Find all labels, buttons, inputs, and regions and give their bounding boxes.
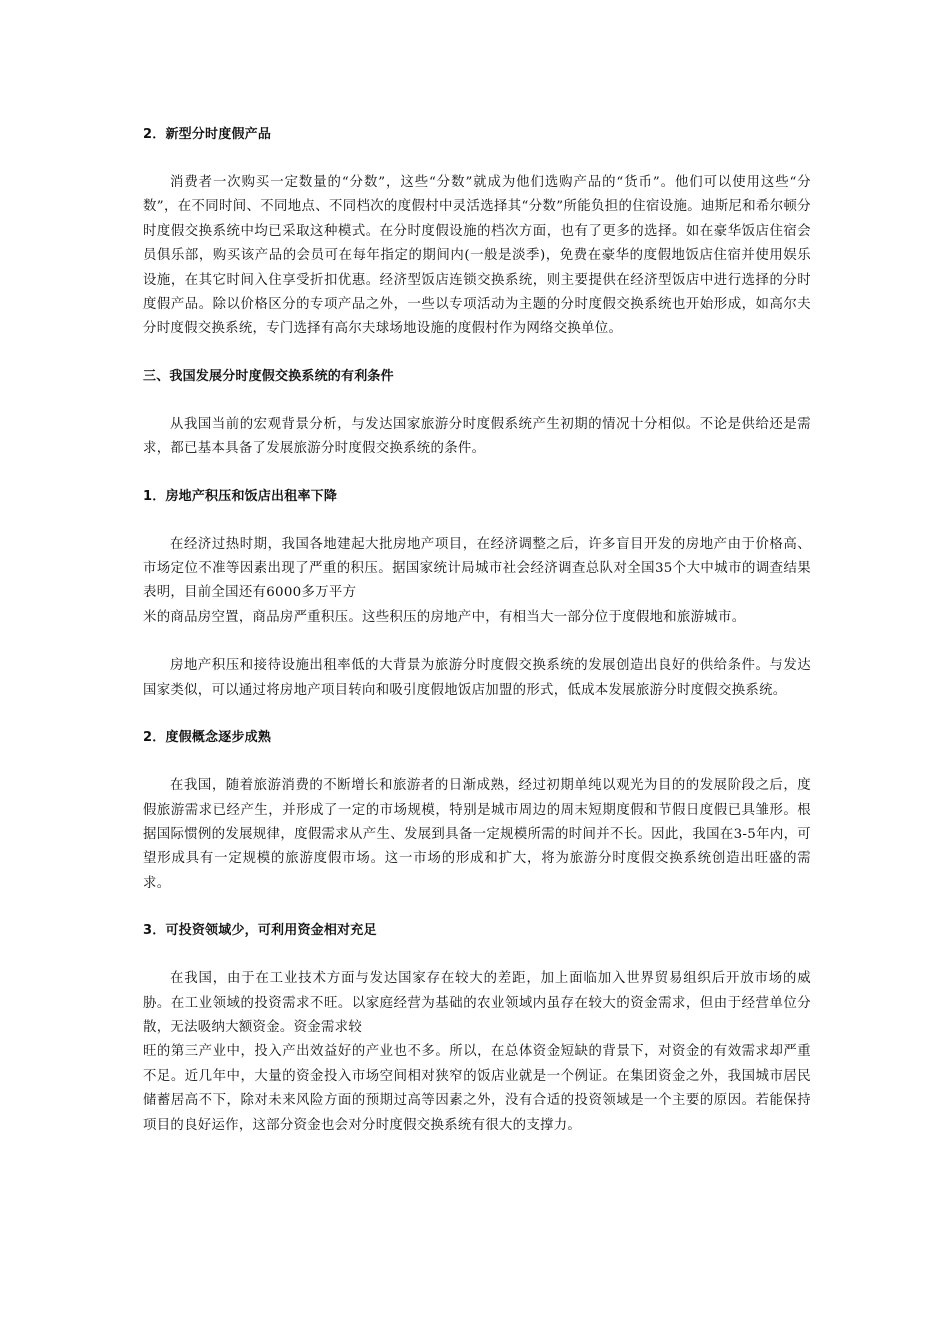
paragraph-supply-conditions: 房地产积压和接待设施出租率低的大背景为旅游分时度假交换系统的发展创造出良好的供给条件。与发达国家类似，可以通过将房地产项目转向和吸引度假地饭店加盟的形式，低成本发展旅游分时度假交换系统。 (143, 658, 811, 698)
paragraph-macro-background: 从我国当前的宏观背景分析，与发达国家旅游分时度假系统产生初期的情况十分相似。不论是供给还是需求，都已基本具备了发展旅游分时度假交换系统的条件。 (143, 416, 811, 457)
paragraph-real-estate-overheating: 在经济过热时期，我国各地建起大批房地产项目，在经济调整之后，许多盲目开发的房地产由于价格高、市场定位不准等因素出现了严重的积压。据国家统计局城市社会经济调查总队对全国35个大中城市的调查结果表明，目前全国还有6000多万平方 (143, 536, 811, 601)
section-heading-investment-funds: 3．可投资领域少，可利用资金相对充足 (143, 923, 377, 939)
section-heading-real-estate-backlog: 1．房地产积压和饭店出租率下降 (143, 488, 338, 504)
paragraph-tertiary-industry-funds: 旺的第三产业中，投入产出效益好的产业也不多。所以，在总体资金短缺的背景下，对资金的有效需求却严重不足。近几年中，大量的资金投入市场空间相对狭窄的饭店业就是一个例证。在集团资金之外，我国城市居民储蓄居高不下，除对未来风险方面的预期过高等因素之外，没有合适的投资领域是一个主要的原因。若能保持项目的良好运作，这部分资金也会对分时度假交换系统有很大的支撑力。 (143, 1044, 811, 1133)
document-body (143, 124, 811, 1138)
section-heading-favorable-conditions: 三、我国发展分时度假交换系统的有利条件 (143, 368, 394, 384)
section-heading-vacation-concept: 2．度假概念逐步成熟 (143, 730, 272, 746)
paragraph-vacation-demand: 在我国，随着旅游消费的不断增长和旅游者的日渐成熟，经过初期单纯以观光为目的的发展阶段之后，度假旅游需求已经产生，并形成了一定的市场规模，特别是城市周边的周末短期度假和节假日度假已具雏形。根据国际惯例的发展规律，度假需求从产生、发展到具备一定规模所需的时间并不长。因此，我国在3-5年内，可望形成具有一定规模的旅游度假市场。这一市场的形成和扩大，将为旅游分时度假交换系统创造出旺盛的需求。 (143, 778, 811, 891)
paragraph-industry-investment: 在我国，由于在工业技术方面与发达国家存在较大的差距，加上面临加入世界贸易组织后开放市场的威胁。在工业领域的投资需求不旺。以家庭经营为基础的农业领域内虽存在较大的资金需求，但由于经营单位分散，无法吸纳大额资金。资金需求较 (143, 971, 811, 1035)
paragraph-real-estate-vacancy: 米的商品房空置，商品房严重积压。这些积压的房地产中，有相当大一部分位于度假地和旅游城市。 (143, 609, 746, 625)
section-heading-new-timeshare-products: 2．新型分时度假产品 (143, 127, 272, 142)
paragraph-points-system: 消费者一次购买一定数量的“分数”，这些“分数”就成为他们选购产品的“货币”。他们可以使用这些“分数”，在不同时间、不同地点、不同档次的度假村中灵活选择其“分数”所能负担的住宿设施。迪斯尼和希尔顿分时度假交换系统中均已采取这种模式。在分时度假设施的档次方面，也有了更多的选择。如在豪华饭店住宿会员俱乐部，购买该产品的会员可在每年指定的期间内(一般是淡季)，免费在豪华的度假地饭店住宿并使用娱乐设施，在其它时间入住享受折扣优惠。经济型饭店连锁交换系统，则主要提供在经济型饭店中进行选择的分时度假产品。除以价格区分的专项产品之外，一些以专项活动为主题的分时度假交换系统也开始形成，如高尔夫分时度假交换系统，专门选择有高尔夫球场地设施的度假村作为网络交换单位。 (143, 175, 811, 337)
